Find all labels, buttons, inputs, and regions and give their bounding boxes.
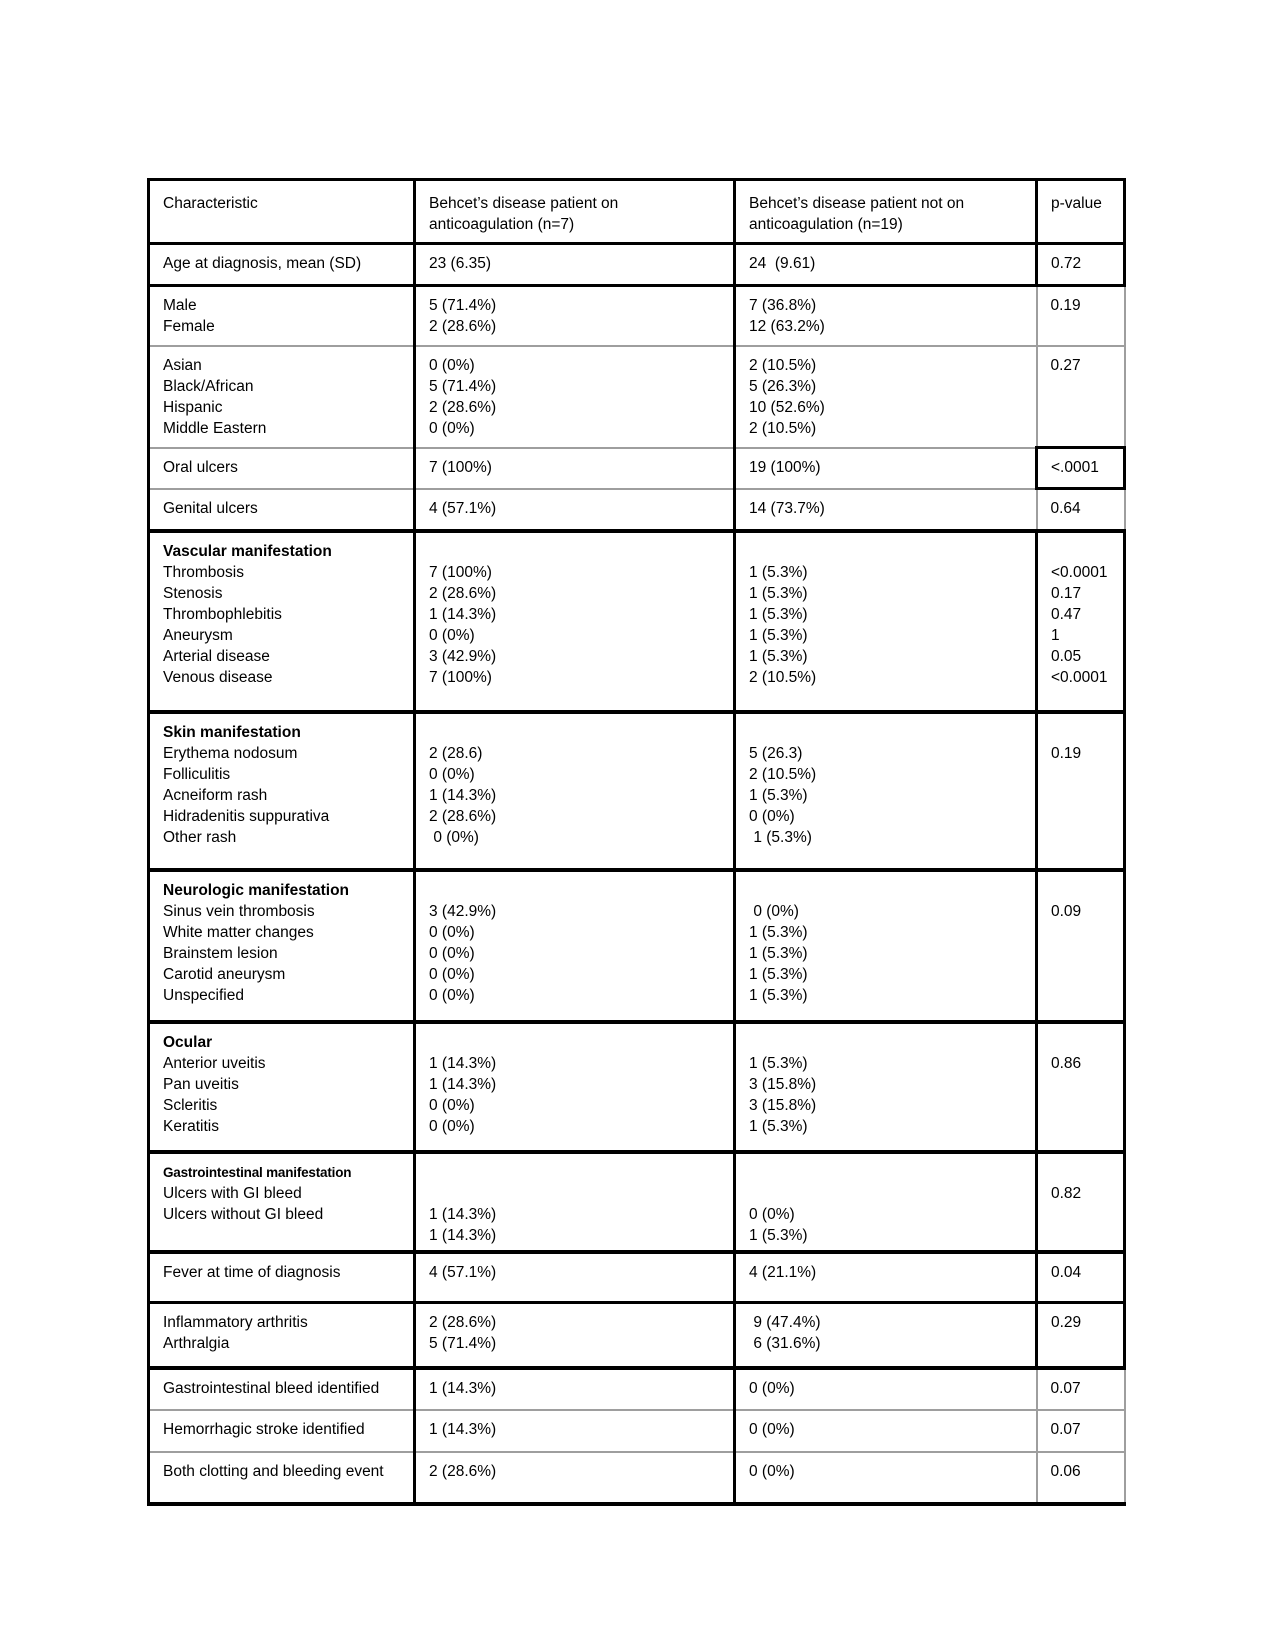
cell-hemorrhagic-stroke-c1 [149,1410,415,1452]
cell-line: Folliculitis [163,765,231,783]
cell-line: 6 (31.6%) [749,1335,821,1352]
header-cell-p [1037,180,1125,244]
cell-arthritis-p [1037,1303,1125,1368]
cell-line: 0.05 [1051,647,1082,665]
cell-line [749,541,1025,562]
cell-line: 0 (0%) [429,419,475,437]
cell-line: 0.06 [1050,1462,1081,1480]
cell-line: 1 (5.3%) [749,944,808,962]
cell-line: 0.04 [1051,1263,1082,1281]
cell-line: 0.86 [1051,1054,1082,1072]
table-row-arthritis [149,1303,1125,1368]
cell-line [749,880,1025,901]
cell-line: Age at diagnosis, mean (SD) [163,255,362,272]
cell-line: Stenosis [163,584,223,602]
cell-line: <0.0001 [1051,668,1108,686]
cell-line: Gastrointestinal manifestation [163,1164,352,1180]
cell-line: 0.64 [1050,500,1081,517]
cell-line: 0 (0%) [429,1096,475,1114]
cell-neurologic-c1 [149,870,415,1022]
cell-line: 9 (47.4%) [749,1314,821,1331]
cell-line: 14 (73.7%) [749,499,825,517]
cell-line: 1 (14.3%) [429,1075,497,1093]
cell-line: 7 (100%) [429,668,492,686]
cell-clotting-and-bleeding-p [1037,1452,1125,1504]
cell-race-p [1037,346,1125,448]
cell-line: 0.07 [1050,1420,1081,1438]
table-row-neurologic [149,870,1125,1022]
cell-line: 0.82 [1051,1184,1082,1202]
table-row-age [149,244,1125,286]
cell-line: Unspecified [163,986,244,1004]
cell-sex-c2 [415,286,735,346]
cell-line: 3 (42.9%) [429,902,497,920]
cell-line: anticoagulation (n=19) [749,216,903,233]
cell-line: 0 (0%) [749,1379,795,1397]
cell-line: Inflammatory arthritis [163,1314,308,1331]
cell-line: 2 (28.6%) [429,807,497,825]
cell-gastrointestinal-c2 [415,1152,735,1252]
cell-race-c1 [149,346,415,448]
cell-line: Anterior uveitis [163,1054,266,1072]
header-cell-c3 [735,180,1037,244]
cell-neurologic-c3 [735,870,1037,1022]
cell-line: Hispanic [163,398,223,416]
cell-line: 0 (0%) [429,356,475,374]
cell-line: p-value [1051,195,1102,212]
cell-line: 4 (57.1%) [429,499,497,517]
cell-oral-ulcers-c1 [149,448,415,489]
cell-line: 4 (57.1%) [429,1263,497,1281]
table-row-vascular [149,531,1125,712]
cell-line [749,1032,1025,1053]
cell-line: 0 (0%) [429,1117,475,1135]
cell-skin-c2 [415,712,735,870]
cell-clotting-and-bleeding-c1 [149,1452,415,1504]
cell-line: Fever at time of diagnosis [163,1263,341,1281]
cell-line: 0 (0%) [429,986,475,1004]
cell-line: 0 (0%) [429,944,475,962]
cell-line [1051,722,1113,743]
cell-line: 2 (28.6%) [429,398,497,416]
cell-line: 1 (5.3%) [749,605,808,623]
cell-line: Behcet’s disease patient on [429,195,619,212]
cell-vascular-c2 [415,531,735,712]
cell-line: 5 (71.4%) [429,1335,497,1352]
cell-vascular-c1 [149,531,415,712]
cell-sex-c3 [735,286,1037,346]
cell-gi-bleed-identified-p [1037,1368,1125,1410]
cell-line [429,1032,723,1053]
cell-line: 0 (0%) [749,902,799,920]
table-row-clotting-and-bleeding [149,1452,1125,1504]
cell-genital-ulcers-c3 [735,489,1037,531]
cell-line: 0 (0%) [749,807,795,825]
cell-line: Neurologic manifestation [163,881,350,899]
table-row-fever [149,1252,1125,1303]
cell-genital-ulcers-c1 [149,489,415,531]
table-row-gi-bleed-identified [149,1368,1125,1410]
cell-line: Arthralgia [163,1335,230,1352]
cell-line: Gastrointestinal bleed identified [163,1379,380,1397]
cell-skin-c1 [149,712,415,870]
cell-line: 2 (28.6) [429,744,483,762]
cell-line: Venous disease [163,668,273,686]
cell-line: 1 (5.3%) [749,786,808,804]
cell-line: 2 (28.6%) [429,1462,497,1480]
cell-hemorrhagic-stroke-p [1037,1410,1125,1452]
cell-line: 19 (100%) [749,458,821,476]
cell-gi-bleed-identified-c3 [735,1368,1037,1410]
header-cell-c2 [415,180,735,244]
cell-line: 0.72 [1051,255,1082,272]
cell-skin-p [1037,712,1125,870]
cell-line: 0 (0%) [749,1420,795,1438]
cell-line: Acneiform rash [163,786,268,804]
cell-line: 0.29 [1051,1314,1082,1331]
cell-gastrointestinal-c1 [149,1152,415,1252]
cell-line: 5 (71.4%) [429,297,497,314]
cell-fever-c3 [735,1252,1037,1303]
cell-line: 3 (15.8%) [749,1075,817,1093]
cell-line: Characteristic [163,195,258,212]
table-row-sex [149,286,1125,346]
table-row-skin [149,712,1125,870]
cell-line: 0.19 [1051,744,1082,762]
cell-line: Thrombophlebitis [163,605,282,623]
cell-hemorrhagic-stroke-c2 [415,1410,735,1452]
cell-arthritis-c3 [735,1303,1037,1368]
cell-line: 12 (63.2%) [749,318,825,335]
cell-fever-p [1037,1252,1125,1303]
cell-line: 1 (5.3%) [749,647,808,665]
cell-line: White matter changes [163,923,314,941]
cell-line: 2 (10.5%) [749,765,817,783]
cell-line: 1 (14.3%) [429,1054,497,1072]
cell-line: Carotid aneurysm [163,965,286,983]
cell-arthritis-c2 [415,1303,735,1368]
cell-line: Male [163,297,197,314]
cell-line: Skin manifestation [163,723,301,741]
cell-line: Ocular [163,1033,213,1051]
cell-line: 1 (14.3%) [429,786,497,804]
cell-ocular-c2 [415,1022,735,1152]
cell-line: Oral ulcers [163,458,238,476]
table-row-oral-ulcers [149,448,1125,489]
cell-line: 10 (52.6%) [749,398,825,416]
cell-line: 1 [1051,626,1060,644]
cell-line: <0.0001 [1051,563,1108,581]
cell-line: 4 (21.1%) [749,1263,817,1281]
cell-line: Asian [163,356,202,374]
cell-ocular-c3 [735,1022,1037,1152]
table-row-gastrointestinal [149,1152,1125,1252]
table-header-row [149,180,1125,244]
cell-line: 1 (5.3%) [749,828,812,846]
cell-line: 1 (14.3%) [429,1226,497,1244]
header-cell-c1 [149,180,415,244]
cell-gastrointestinal-p [1037,1152,1125,1252]
cell-line: Black/African [163,377,254,395]
cell-line: 0 (0%) [429,923,475,941]
cell-line: 2 (28.6%) [429,318,497,335]
cell-neurologic-p [1037,870,1125,1022]
cell-clotting-and-bleeding-c2 [415,1452,735,1504]
cell-line [1051,1162,1113,1183]
cell-hemorrhagic-stroke-c3 [735,1410,1037,1452]
cell-line: 1 (5.3%) [749,1226,808,1244]
cell-line: 3 (42.9%) [429,647,497,665]
cell-line: 0.09 [1051,902,1082,920]
cell-line: 0 (0%) [429,626,475,644]
characteristics-comparison-table [147,178,1126,1506]
cell-line: 1 (14.3%) [429,1420,497,1438]
cell-line: Aneurysm [163,626,233,644]
cell-age-c1 [149,244,415,286]
cell-line: 1 (14.3%) [429,1379,497,1397]
cell-line: 7 (100%) [429,458,492,476]
cell-vascular-p [1037,531,1125,712]
cell-line: Pan uveitis [163,1075,239,1093]
cell-line: 1 (5.3%) [749,1117,808,1135]
cell-line: 0.17 [1051,584,1082,602]
cell-line: Ulcers without GI bleed [163,1205,324,1223]
cell-line: 2 (28.6%) [429,584,497,602]
cell-line: 1 (5.3%) [749,626,808,644]
cell-line [749,1183,1025,1204]
cell-line: 1 (5.3%) [749,563,808,581]
cell-line: 1 (5.3%) [749,965,808,983]
cell-line: 0 (0%) [429,965,475,983]
cell-line: Erythema nodosum [163,744,298,762]
cell-genital-ulcers-p [1037,489,1125,531]
cell-age-p [1037,244,1125,286]
cell-line [1051,1032,1113,1053]
cell-ocular-p [1037,1022,1125,1152]
cell-genital-ulcers-c2 [415,489,735,531]
table-row-race [149,346,1125,448]
cell-line: Other rash [163,828,237,846]
cell-line [749,1162,1025,1183]
cell-line: 2 (10.5%) [749,356,817,374]
cell-line: Scleritis [163,1096,218,1114]
cell-line: 0.27 [1050,356,1081,374]
cell-line: 1 (14.3%) [429,605,497,623]
cell-line: 1 (5.3%) [749,1054,808,1072]
cell-sex-p [1037,286,1125,346]
table-row-genital-ulcers [149,489,1125,531]
cell-line: 0 (0%) [749,1462,795,1480]
cell-line: anticoagulation (n=7) [429,216,575,233]
cell-gi-bleed-identified-c1 [149,1368,415,1410]
cell-line: 5 (26.3) [749,744,803,762]
cell-oral-ulcers-c2 [415,448,735,489]
cell-line: 5 (26.3%) [749,377,817,395]
cell-line: Behcet’s disease patient not on [749,195,965,212]
cell-skin-c3 [735,712,1037,870]
cell-line: Hidradenitis suppurativa [163,807,330,825]
cell-line: Both clotting and bleeding event [163,1462,384,1480]
cell-line: Genital ulcers [163,499,258,517]
cell-line: 7 (36.8%) [749,297,817,314]
cell-line: Hemorrhagic stroke identified [163,1420,365,1438]
cell-line: Thrombosis [163,563,244,581]
cell-age-c2 [415,244,735,286]
cell-line: 2 (28.6%) [429,1314,497,1331]
cell-line [1051,541,1113,562]
cell-line [1051,880,1113,901]
cell-vascular-c3 [735,531,1037,712]
cell-oral-ulcers-p [1037,448,1125,489]
cell-gi-bleed-identified-c2 [415,1368,735,1410]
cell-line: Vascular manifestation [163,542,332,560]
cell-line: Sinus vein thrombosis [163,902,315,920]
cell-gastrointestinal-c3 [735,1152,1037,1252]
cell-line: 0 (0%) [749,1205,795,1223]
cell-line: 2 (10.5%) [749,668,817,686]
cell-line: 3 (15.8%) [749,1096,817,1114]
cell-line [429,541,723,562]
cell-line [749,722,1025,743]
cell-sex-c1 [149,286,415,346]
cell-arthritis-c1 [149,1303,415,1368]
cell-line: 1 (5.3%) [749,923,808,941]
cell-line: 1 (14.3%) [429,1205,497,1223]
cell-line: Female [163,318,215,335]
cell-line: 0 (0%) [429,765,475,783]
cell-line: 0.19 [1050,297,1081,314]
table-row-hemorrhagic-stroke [149,1410,1125,1452]
table-body [149,180,1125,1504]
cell-line: <.0001 [1051,459,1099,476]
table-row-ocular [149,1022,1125,1152]
cell-ocular-c1 [149,1022,415,1152]
cell-fever-c2 [415,1252,735,1303]
cell-line [429,1183,723,1204]
cell-line: 2 (10.5%) [749,419,817,437]
cell-line: Arterial disease [163,647,270,665]
cell-line: 1 (5.3%) [749,584,808,602]
cell-line: 23 (6.35) [429,255,492,272]
cell-fever-c1 [149,1252,415,1303]
cell-line: 7 (100%) [429,563,492,581]
cell-line: 5 (71.4%) [429,377,497,395]
cell-clotting-and-bleeding-c3 [735,1452,1037,1504]
cell-line: Middle Eastern [163,419,267,437]
cell-line [429,722,723,743]
cell-line: Keratitis [163,1117,219,1135]
cell-race-c3 [735,346,1037,448]
cell-line: 0.07 [1050,1379,1081,1397]
cell-oral-ulcers-c3 [735,448,1037,489]
cell-line: Brainstem lesion [163,944,278,962]
cell-line [429,880,723,901]
cell-line: 24 (9.61) [749,255,816,272]
cell-line: Ulcers with GI bleed [163,1184,302,1202]
cell-neurologic-c2 [415,870,735,1022]
cell-line: 0 (0%) [429,828,479,846]
cell-line: 0.47 [1051,605,1082,623]
cell-age-c3 [735,244,1037,286]
cell-line [429,1162,723,1183]
cell-line: 1 (5.3%) [749,986,808,1004]
cell-race-c2 [415,346,735,448]
